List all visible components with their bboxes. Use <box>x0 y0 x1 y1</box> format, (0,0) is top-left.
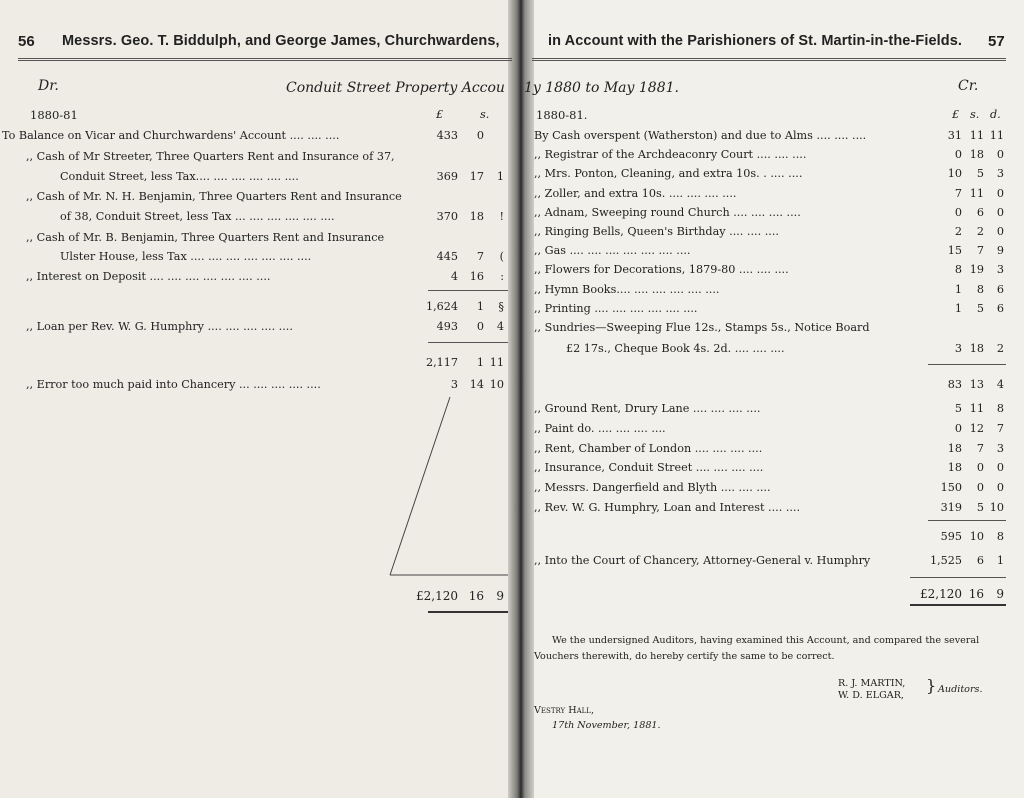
right-entry-pence: 3 <box>996 263 1004 277</box>
right-entry-pounds: 2 <box>954 225 962 238</box>
right-entry-pounds: 0 <box>954 148 962 162</box>
left-error-text: ,, Error too much paid into Chancery ... .... .... .... .... <box>26 378 321 391</box>
left-loan-shillings: 0 <box>476 320 484 333</box>
account-title-right: 1y 1880 to May 1881. <box>524 80 679 96</box>
right-entry-text: ,, Gas .... .... .... .... .... .... .... <box>534 244 691 258</box>
right-entry-text: ,, Rent, Chamber of London .... .... .... .... <box>534 441 763 455</box>
right-entry-pounds: 18 <box>947 461 962 475</box>
right-total-bottom-rule <box>910 604 1006 606</box>
right-chancery-text: ,, Into the Court of Chancery, Attorney-General v. Humphry <box>534 554 871 567</box>
left-col-head-pounds: £ <box>436 108 444 121</box>
left-total-pence: 9 <box>496 589 504 603</box>
left-entry-pounds: 370 <box>436 210 458 223</box>
right-entry-shillings: 18 <box>969 148 984 162</box>
left-total-shillings: 16 <box>468 589 484 603</box>
left-total-rule <box>428 611 508 613</box>
right-sundries-pounds: 3 <box>954 342 962 355</box>
right-entry-shillings: 7 <box>976 441 984 455</box>
left-loan-text: ,, Loan per Rev. W. G. Humphry .... .... .... .... .... <box>26 320 293 333</box>
right-subtotal1-shillings: 13 <box>969 378 984 391</box>
left-year: 1880-81 <box>30 108 78 122</box>
audit-certification-line2: Vouchers therewith, do hereby certify the same to be correct. <box>534 651 835 662</box>
right-entry-pence: 3 <box>996 167 1004 181</box>
right-entry-pounds: 5 <box>954 402 962 415</box>
left-entry-shillings: 7 <box>476 250 484 263</box>
vestry-hall: Vestry Hall, <box>534 705 594 716</box>
right-entry-pence: 9 <box>996 244 1004 258</box>
right-entry-shillings: 11 <box>969 186 984 200</box>
right-entry-pence: 6 <box>996 301 1004 315</box>
auditor-name-2: W. D. ELGAR, <box>838 690 904 701</box>
right-subtotal2-pence: 8 <box>996 530 1004 543</box>
right-subtotal2-pounds: 595 <box>940 530 962 543</box>
right-subtotal1-pounds: 83 <box>947 378 962 391</box>
right-entry-shillings: 8 <box>976 282 984 296</box>
right-chancery-pounds: 1,525 <box>929 554 962 567</box>
right-total-pounds: £2,120 <box>920 587 962 601</box>
right-entry-text: ,, Hymn Books.... .... .... .... .... .... <box>534 282 720 296</box>
account-title-left: Conduit Street Property Accou <box>286 80 505 96</box>
left-page-number: 56 <box>18 33 35 50</box>
left-entry-pounds: 445 <box>436 250 458 263</box>
right-entry-pence: 0 <box>996 148 1004 162</box>
right-sundries-line2: £2 17s., Cheque Book 4s. 2d. .... .... .... <box>566 342 785 355</box>
book-gutter <box>508 0 534 798</box>
left-entry-pence: ! <box>499 210 504 223</box>
left-col-head-shillings: s. <box>480 108 490 121</box>
auditors-label: Auditors. <box>938 684 983 695</box>
right-entry-pence: 0 <box>996 186 1004 200</box>
right-entry-pence: 7 <box>996 421 1004 435</box>
right-total-shillings: 16 <box>968 587 984 601</box>
left-entry-text-cont: of 38, Conduit Street, less Tax ... .... .... .... .... .... <box>60 210 335 223</box>
right-subtotal1-pence: 4 <box>996 378 1004 391</box>
right-col-head-shillings: s. <box>970 108 980 121</box>
right-entry-pounds: 0 <box>954 205 962 219</box>
left-running-title: Messrs. Geo. T. Biddulph, and George James, Churchwardens, <box>62 33 500 49</box>
left-entry-pounds: 369 <box>436 170 458 183</box>
left-subtotal2-pence: 11 <box>489 356 504 369</box>
left-error-shillings: 14 <box>469 378 484 391</box>
right-entry-shillings: 12 <box>969 421 984 435</box>
auditor-name-1: R. J. MARTIN, <box>838 678 906 689</box>
cr-label: Cr. <box>958 78 979 94</box>
left-subtotal2-rule <box>428 342 508 343</box>
left-subtotal1-pence: § <box>498 300 504 313</box>
right-entry-pounds: 10 <box>947 167 962 181</box>
right-entry-pounds: 1 <box>954 301 962 315</box>
right-entry-shillings: 6 <box>976 205 984 219</box>
right-page-number: 57 <box>988 33 1005 50</box>
header-rule-right <box>532 58 1006 59</box>
left-entry-shillings: 17 <box>469 170 484 183</box>
right-entry-text: ,, Messrs. Dangerfield and Blyth .... .... .... <box>534 481 771 495</box>
header-rule-left-2 <box>18 60 512 61</box>
left-loan-pounds: 493 <box>436 320 458 333</box>
header-rule-right-2 <box>532 60 1006 61</box>
right-entry-pounds: 31 <box>947 129 962 142</box>
right-entry-shillings: 0 <box>976 461 984 475</box>
left-subtotal1-shillings: 1 <box>476 300 484 313</box>
left-entry-text-cont: Ulster House, less Tax .... .... .... .... .... .... .... <box>60 250 312 263</box>
right-entry-text: ,, Rev. W. G. Humphry, Loan and Interest .... .... <box>534 501 801 514</box>
left-entry-text: To Balance on Vicar and Churchwardens' Account .... .... .... <box>2 129 340 142</box>
right-entry-shillings: 7 <box>976 244 984 258</box>
left-entry-shillings: 18 <box>469 210 484 223</box>
right-entry-text: ,, Printing .... .... .... .... .... .... <box>534 301 698 315</box>
left-entry-text: ,, Cash of Mr Streeter, Three Quarters Rent and Insurance of 37, <box>26 150 395 163</box>
right-entry-pence: 0 <box>996 481 1004 495</box>
auditor-brace: } <box>926 676 937 695</box>
left-entry-pence: ( <box>499 250 504 263</box>
left-entry-text: ,, Interest on Deposit .... .... .... .... .... .... .... <box>26 270 271 283</box>
left-entry-text: ,, Cash of Mr. N. H. Benjamin, Three Quarters Rent and Insurance <box>26 190 402 203</box>
right-entry-text: By Cash overspent (Watherston) and due to Alms .... .... .... <box>534 129 867 142</box>
left-entry-pounds: 433 <box>436 129 458 142</box>
right-chancery-shillings: 6 <box>976 554 984 567</box>
right-col-head-pounds: £ <box>952 108 960 121</box>
right-entry-pence: 0 <box>996 205 1004 219</box>
right-entry-shillings: 11 <box>969 129 984 142</box>
right-entry-pounds: 7 <box>954 186 962 200</box>
right-entry-pence: 11 <box>989 129 1004 142</box>
right-entry-pence: 0 <box>996 461 1004 475</box>
left-loan-pence: 4 <box>496 320 504 333</box>
right-entry-text: ,, Adnam, Sweeping round Church .... .... .... .... <box>534 205 801 219</box>
right-entry-pounds: 319 <box>940 501 962 514</box>
right-entry-text: ,, Flowers for Decorations, 1879-80 .... .... .... <box>534 263 789 277</box>
right-entry-pence: 8 <box>996 402 1004 415</box>
right-page <box>532 0 1024 798</box>
right-entry-pence: 0 <box>996 225 1004 238</box>
left-entry-shillings: 0 <box>476 129 484 142</box>
right-entry-shillings: 11 <box>969 402 984 415</box>
right-entry-pounds: 15 <box>947 244 962 258</box>
right-entry-text: ,, Paint do. .... .... .... .... <box>534 421 666 435</box>
right-entry-pence: 6 <box>996 282 1004 296</box>
right-subtotal2-rule <box>928 520 1006 521</box>
right-col-head-pence: d. <box>990 108 1001 121</box>
right-entry-pounds: 150 <box>940 481 962 495</box>
right-entry-text: ,, Ringing Bells, Queen's Birthday .... .... .... <box>534 225 779 238</box>
left-error-pence: 10 <box>489 378 504 391</box>
right-entry-text: ,, Insurance, Conduit Street .... .... .... .... <box>534 461 764 475</box>
right-entry-shillings: 0 <box>976 481 984 495</box>
right-entry-shillings: 5 <box>976 167 984 181</box>
right-entry-text: ,, Mrs. Ponton, Cleaning, and extra 10s. . .... .... <box>534 167 803 181</box>
header-rule-left <box>18 58 512 59</box>
right-entry-text: ,, Registrar of the Archdeaconry Court .... .... .... <box>534 148 807 162</box>
right-entry-text: ,, Ground Rent, Drury Lane .... .... .... .... <box>534 402 761 415</box>
left-entry-pence: : <box>500 270 504 283</box>
right-sundries-line1: ,, Sundries—Sweeping Flue 12s., Stamps 5s., Notice Board <box>534 321 870 334</box>
certification-date: 17th November, 1881. <box>552 720 661 731</box>
right-running-title: in Account with the Parishioners of St. Martin-in-the-Fields. <box>548 33 962 49</box>
left-entry-text: ,, Cash of Mr. B. Benjamin, Three Quarters Rent and Insurance <box>26 231 385 244</box>
left-subtotal2-pounds: 2,117 <box>425 356 458 369</box>
right-total-pence: 9 <box>996 587 1004 601</box>
right-sundries-pence: 2 <box>996 342 1004 355</box>
left-subtotal-rule <box>428 290 508 291</box>
right-sundries-shillings: 18 <box>969 342 984 355</box>
right-year: 1880-81. <box>536 108 588 122</box>
left-entry-text-cont: Conduit Street, less Tax.... .... .... .... .... .... <box>60 170 299 183</box>
right-entry-shillings: 5 <box>976 501 984 514</box>
left-subtotal1-pounds: 1,624 <box>425 300 458 313</box>
left-total-pounds: £2,120 <box>416 589 458 603</box>
right-entry-pounds: 8 <box>954 263 962 277</box>
right-subtotal2-shillings: 10 <box>969 530 984 543</box>
dr-label: Dr. <box>38 78 59 94</box>
right-chancery-pence: 1 <box>996 554 1004 567</box>
right-entry-pence: 10 <box>989 501 1004 514</box>
right-entry-text: ,, Zoller, and extra 10s. .... .... .... .... <box>534 186 737 200</box>
right-entry-shillings: 2 <box>976 225 984 238</box>
right-entry-pounds: 18 <box>947 441 962 455</box>
left-error-pounds: 3 <box>450 378 458 391</box>
right-subtotal1-rule <box>928 364 1006 365</box>
left-cancel-diagonal <box>330 395 510 590</box>
right-entry-pounds: 1 <box>954 282 962 296</box>
right-entry-pounds: 0 <box>954 421 962 435</box>
left-subtotal2-shillings: 1 <box>476 356 484 369</box>
right-total-top-rule <box>910 577 1006 578</box>
right-entry-pence: 3 <box>996 441 1004 455</box>
left-entry-pounds: 4 <box>450 270 458 283</box>
right-entry-shillings: 19 <box>969 263 984 277</box>
audit-certification-line1: We the undersigned Auditors, having examined this Account, and compared the several <box>552 635 980 646</box>
left-entry-pence: 1 <box>496 170 504 183</box>
left-entry-shillings: 16 <box>469 270 484 283</box>
right-entry-shillings: 5 <box>976 301 984 315</box>
